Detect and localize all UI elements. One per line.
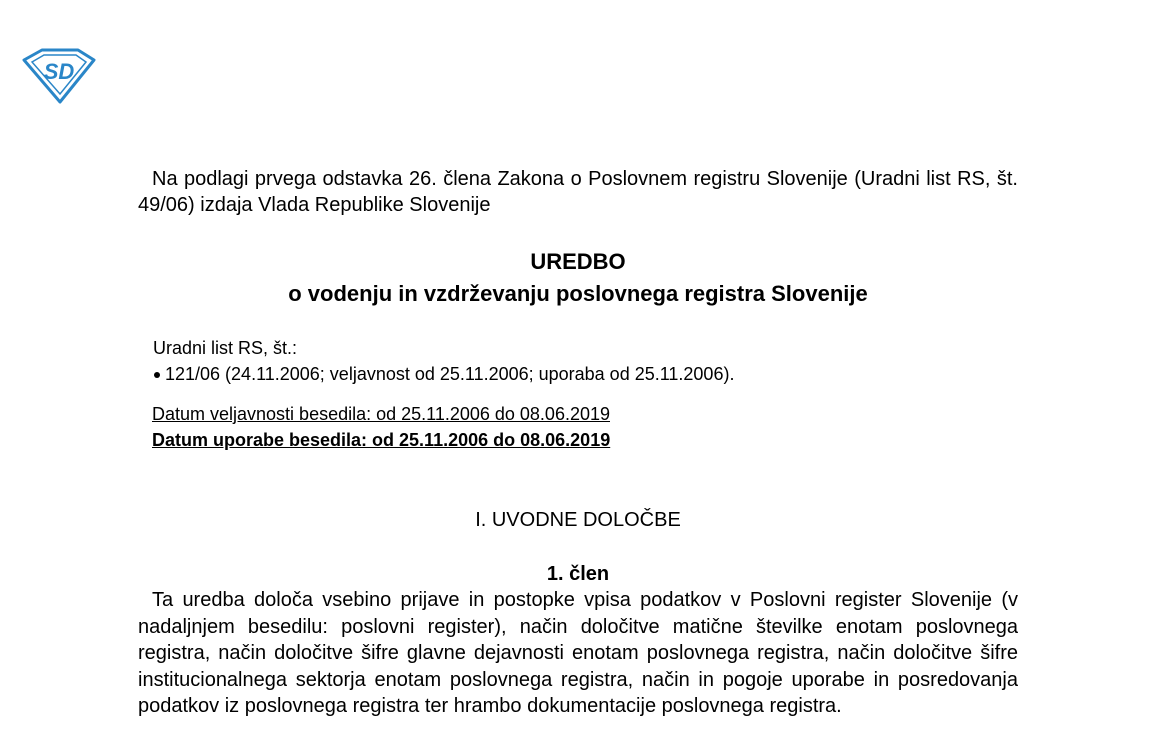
usage-date-text: Datum uporabe besedila: od 25.11.2006 do 08.06.2019: [152, 430, 611, 450]
validity-date-text: Datum veljavnosti besedila: od 25.11.2006 do 08.06.2019: [152, 404, 610, 424]
shield-sd-logo-icon: [20, 46, 98, 106]
bullet-icon: [154, 372, 160, 378]
article-body: Ta uredba določa vsebino prijave in postopke vpisa podatkov v Poslovni register Slovenije (v nadaljnjem besedilu: poslovni register), način določitve matične številke enotam poslovnega registra, način določitve šifre glavne dejavnosti enotam poslovnega registra, način določitve šifre institucionalnega sektorja enotam poslovnega registra, način in pogoje uporabe in posredovanja podatkov iz poslovnega registra ter hrambo dokumentacije poslovnega registra.: [138, 589, 1018, 718]
chapter-heading: I. UVODNE DOLOČBE: [475, 509, 681, 531]
svg-text:SD: SD: [43, 59, 75, 84]
article-heading: 1. člen: [546, 563, 610, 585]
gazette-entry-text: 121/06 (24.11.2006; veljavnost od 25.11.2006; uporaba od 25.11.2006).: [165, 364, 735, 384]
document-title: UREDBO: [530, 249, 626, 274]
intro-paragraph: Na podlagi prvega odstavka 26. člena Zakona o Poslovnem registru Slovenije (Uradni list RS, št. 49/06) izdaja Vlada Republike Slovenije: [138, 168, 1018, 216]
gazette-label: Uradni list RS, št.:: [153, 338, 298, 358]
document-subtitle: o vodenju in vzdrževanju poslovnega registra Slovenije: [288, 281, 868, 306]
gazette-entry: [153, 363, 734, 385]
gazette-list: [153, 363, 734, 385]
